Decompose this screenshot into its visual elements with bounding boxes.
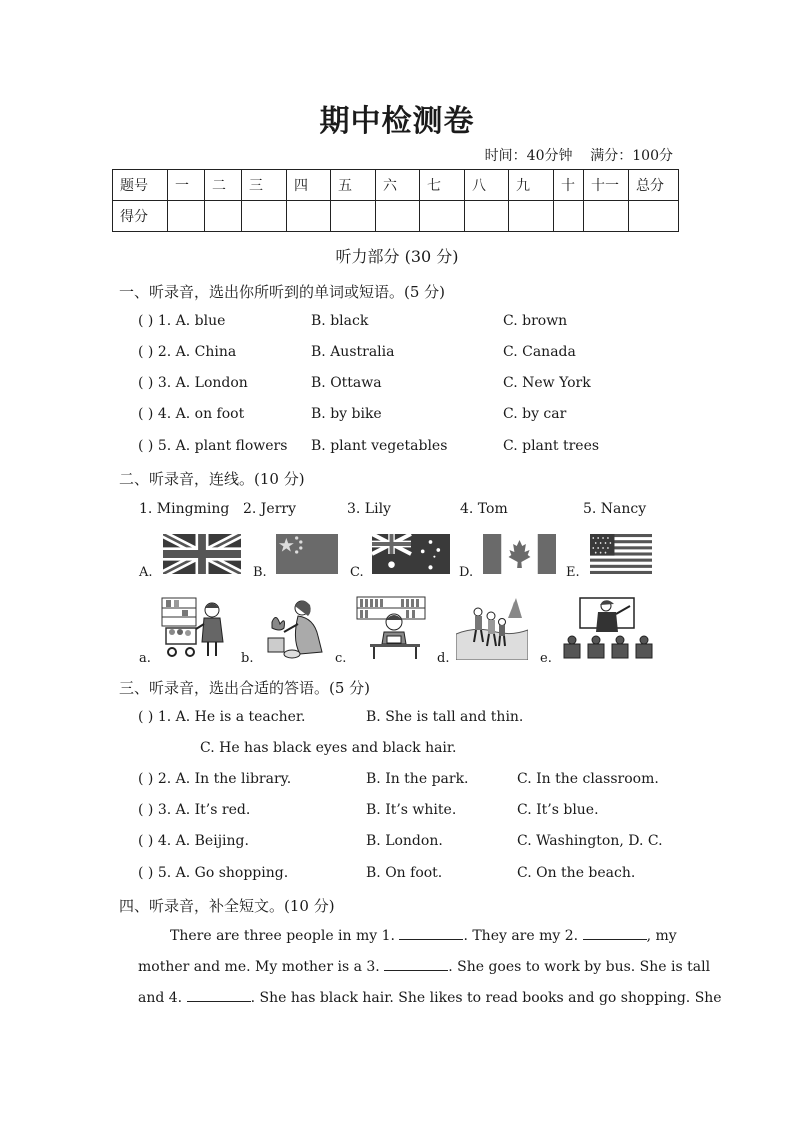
question-stem: ( ) 2. A. In the library. [138,771,292,787]
blank-2-field[interactable] [583,925,647,940]
section-2-heading: 二、听录音，连线。(10 分) [119,470,305,488]
question-row-continued [200,740,600,760]
table-cell: 一 [168,170,205,201]
score-field[interactable] [509,201,554,232]
table-cell: 四 [287,170,331,201]
score-table [112,169,679,232]
name-label: 2. Jerry [243,501,296,517]
option-c: C. On the beach. [517,865,636,881]
canada-flag-icon [483,534,556,574]
passage-line [138,921,677,952]
section-4-heading: 四、听录音，补全短文。(10 分) [119,897,335,915]
blank-3-field[interactable] [384,956,448,971]
option-b: B. Australia [311,344,395,360]
question-stem: ( ) 1. A. He is a teacher. [138,709,306,725]
picture-letter: a. [139,651,151,666]
picture-letter: b. [241,651,254,666]
question-stem: ( ) 3. A. It’s red. [138,802,251,818]
question-row [138,802,678,822]
question-stem: ( ) 1. A. blue [138,313,226,329]
option-c: C. New York [503,375,591,391]
planting-flowers-picture [262,596,326,660]
shopping-girl-picture [160,596,230,660]
question-row [138,865,678,885]
family-walking-picture [456,596,528,660]
section-3-heading: 三、听录音，选出合适的答语。(5 分) [119,679,371,697]
time-info: 时间：40分钟 满分：100分 [484,148,673,164]
question-stem: ( ) 3. A. London [138,375,248,391]
score-field[interactable] [205,201,242,232]
page-title: 期中检测卷 [319,104,475,139]
score-field[interactable] [584,201,629,232]
table-cell: 九 [509,170,554,201]
passage-text: There are three people in my 1. [170,928,395,944]
question-stem: ( ) 4. A. on foot [138,406,245,422]
question-row [138,344,678,364]
flag-letter: D. [459,565,474,580]
option-c: C. It’s blue. [517,802,599,818]
picture-letter: d. [437,651,450,666]
flag-letter: A. [139,565,153,580]
blank-4-field[interactable] [187,987,251,1002]
table-cell: 七 [420,170,465,201]
option-b: B. In the park. [366,771,469,787]
passage-text: mother and me. My mother is a 3. [138,959,380,975]
option-c: C. Canada [503,344,576,360]
table-cell: 题号 [113,170,168,201]
uk-flag-icon [163,534,241,574]
table-cell: 十一 [584,170,629,201]
name-label: 5. Nancy [583,501,647,517]
passage-text: . They are my 2. [463,928,579,944]
score-field[interactable] [287,201,331,232]
score-field[interactable] [331,201,376,232]
score-field[interactable] [420,201,465,232]
passage-text: . She goes to work by bus. She is tall [448,959,711,975]
flag-letter: C. [350,565,364,580]
score-table-header-row [113,170,679,201]
picture-letter: e. [540,651,552,666]
section-1-heading: 一、听录音，选出你所听到的单词或短语。(5 分) [119,283,446,301]
option-c: C. brown [503,313,568,329]
option-c: C. by car [503,406,567,422]
table-cell: 得分 [113,201,168,232]
question-stem: ( ) 5. A. plant flowers [138,438,288,454]
option-b: B. London. [366,833,443,849]
boy-reading-picture [356,596,426,660]
name-label: 4. Tom [460,501,508,517]
table-cell: 十 [554,170,584,201]
cloze-passage [138,921,722,1014]
passage-text: and 4. [138,990,183,1006]
table-cell: 三 [242,170,287,201]
australia-flag-icon [372,534,450,574]
question-row [138,438,678,458]
score-field[interactable] [554,201,584,232]
question-row [138,833,678,853]
question-row [138,406,678,426]
score-field[interactable] [168,201,205,232]
question-row [138,709,678,729]
option-b: B. Ottawa [311,375,382,391]
passage-line [138,952,711,983]
question-stem: ( ) 4. A. Beijing. [138,833,249,849]
score-field[interactable] [376,201,420,232]
score-field[interactable] [465,201,509,232]
table-cell: 五 [331,170,376,201]
option-b: B. black [311,313,369,329]
table-cell: 总分 [629,170,679,201]
option-b: B. She is tall and thin. [366,709,524,725]
score-field[interactable] [629,201,679,232]
passage-line [138,983,722,1014]
question-row [138,375,678,395]
picture-letter: c. [335,651,347,666]
option-b: B. It’s white. [366,802,457,818]
name-label: 3. Lily [347,501,391,517]
option-b: B. On foot. [366,865,443,881]
china-flag-icon [276,534,338,574]
usa-flag-icon [590,534,652,574]
option-c: C. He has black eyes and black hair. [200,740,457,756]
option-c: C. plant trees [503,438,600,454]
table-cell: 二 [205,170,242,201]
score-table-score-row [113,201,679,232]
option-c: C. In the classroom. [517,771,659,787]
flag-letter: B. [253,565,267,580]
option-b: B. by bike [311,406,382,422]
question-row [138,771,678,791]
table-cell: 八 [465,170,509,201]
passage-text: . She has black hair. She likes to read books and go shopping. She [250,990,722,1006]
option-b: B. plant vegetables [311,438,448,454]
question-stem: ( ) 5. A. Go shopping. [138,865,289,881]
flag-letter: E. [566,565,580,580]
option-c: C. Washington, D. C. [517,833,663,849]
name-label: 1. Mingming [139,501,230,517]
passage-text: , my [646,928,677,944]
listening-section-header: 听力部分 (30 分) [335,247,459,266]
blank-1-field[interactable] [399,925,463,940]
question-stem: ( ) 2. A. China [138,344,237,360]
question-row [138,313,678,333]
table-cell: 六 [376,170,420,201]
classroom-picture [560,596,660,660]
score-field[interactable] [242,201,287,232]
